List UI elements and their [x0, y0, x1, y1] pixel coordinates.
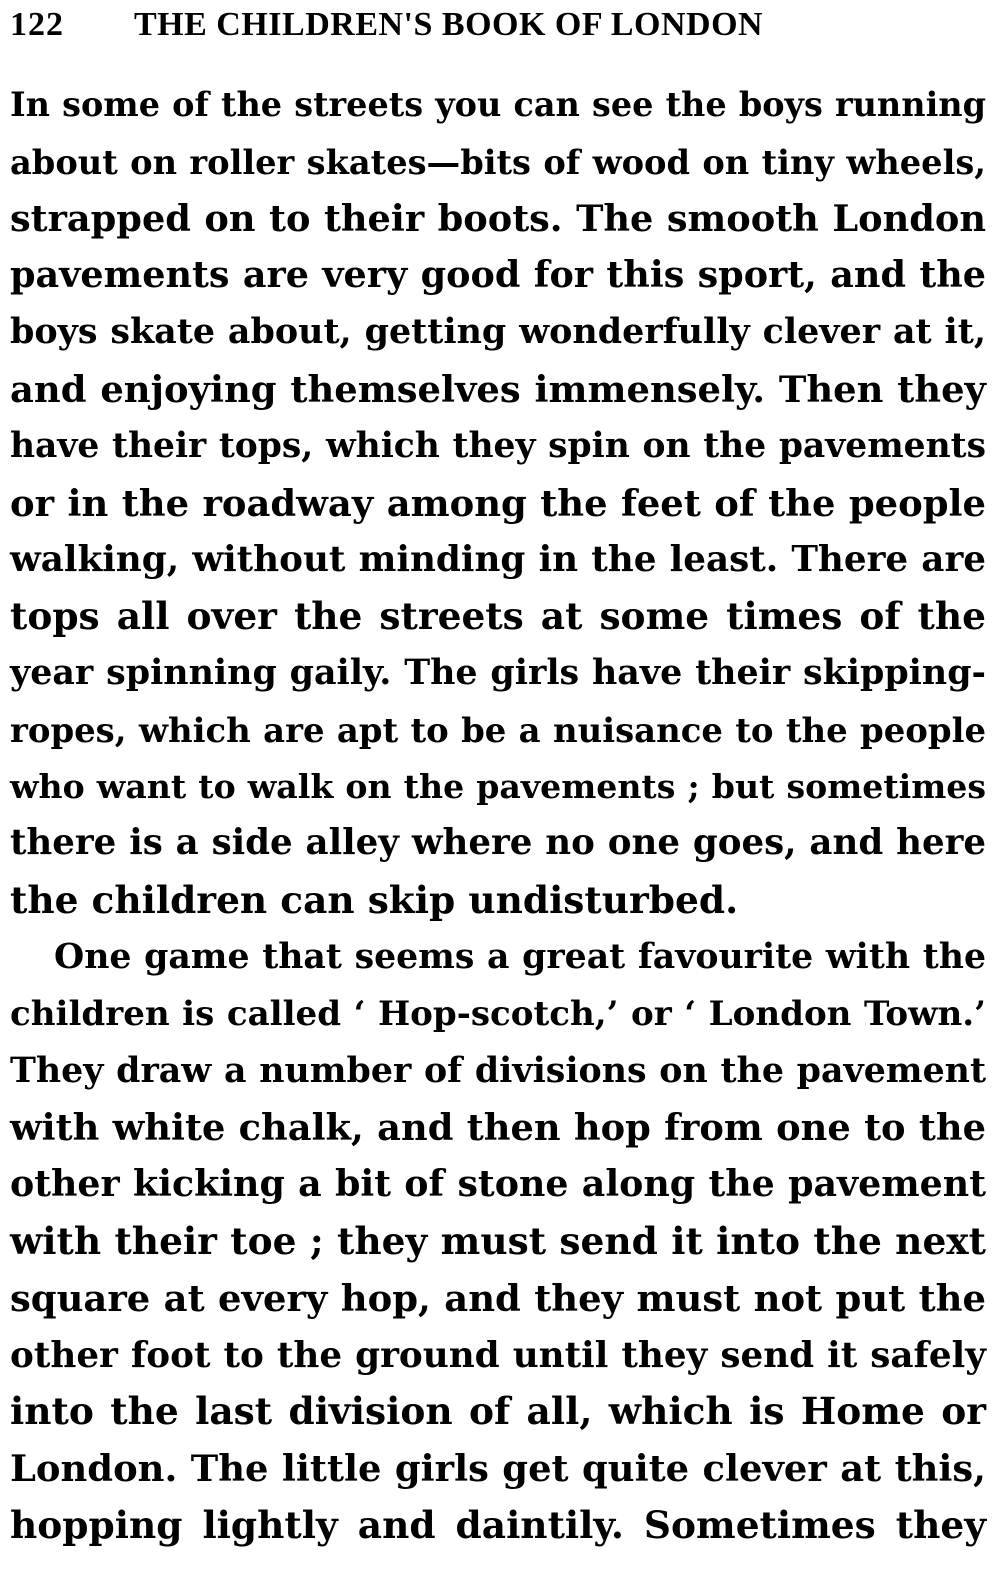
text-line: or in the roadway among the feet of the people: [10, 480, 986, 525]
text-line: walking, without minding in the least. There are: [10, 538, 986, 581]
text-line: into the last division of all, which is Home or: [10, 1389, 986, 1434]
text-line: have their tops, which they spin on the pavements: [10, 425, 986, 466]
text-line: who want to walk on the pavements ; but sometimes: [10, 766, 986, 806]
text-line: there is a side alley where no one goes, and here: [10, 822, 986, 864]
paragraph-last-line: the children can skip undisturbed.: [10, 878, 739, 923]
text-line: with their toe ; they must send it into the next: [10, 1218, 986, 1263]
text-line: boys skate about, getting wonderfully clever at it,: [10, 311, 986, 353]
text-line: hopping lightly and daintily. Sometimes they: [10, 1502, 986, 1547]
page-number: 122: [10, 6, 64, 43]
text-line: strapped on to their boots. The smooth London: [10, 196, 986, 240]
text-line: about on roller skates—bits of wood on tiny wheels,: [10, 141, 986, 182]
text-line: London. The little girls get quite clever at this,: [10, 1446, 986, 1491]
text-line: tops all over the streets at some times of the: [10, 594, 986, 639]
book-page: [10, 0, 986, 1547]
text-line: pavements are very good for this sport, and the: [10, 253, 986, 297]
paragraph-first-line: One game that seems a great favourite with the: [54, 935, 986, 977]
text-line: ropes, which are apt to be a nuisance to the people: [10, 709, 986, 750]
text-line: They draw a number of divisions on the pavement: [10, 1049, 986, 1091]
text-line: year spinning gaily. The girls have their skipping-: [10, 651, 986, 693]
text-line: with white chalk, and then hop from one to the: [10, 1105, 986, 1150]
text-line: In some of the streets you can see the boys running: [10, 85, 986, 124]
body-text: [10, 77, 986, 1554]
page-header: [10, 0, 986, 50]
text-line: children is called ‘ Hop-scotch,’ or ‘ London Town.’: [10, 993, 986, 1034]
text-line: other foot to the ground until they send it safely: [10, 1333, 986, 1376]
text-line: and enjoying themselves immensely. Then they: [10, 366, 986, 411]
text-line: other kicking a bit of stone along the pavement: [10, 1162, 986, 1206]
text-line: square at every hop, and they must not put the: [10, 1275, 986, 1320]
running-title: THE CHILDREN'S BOOK OF LONDON: [134, 6, 764, 43]
